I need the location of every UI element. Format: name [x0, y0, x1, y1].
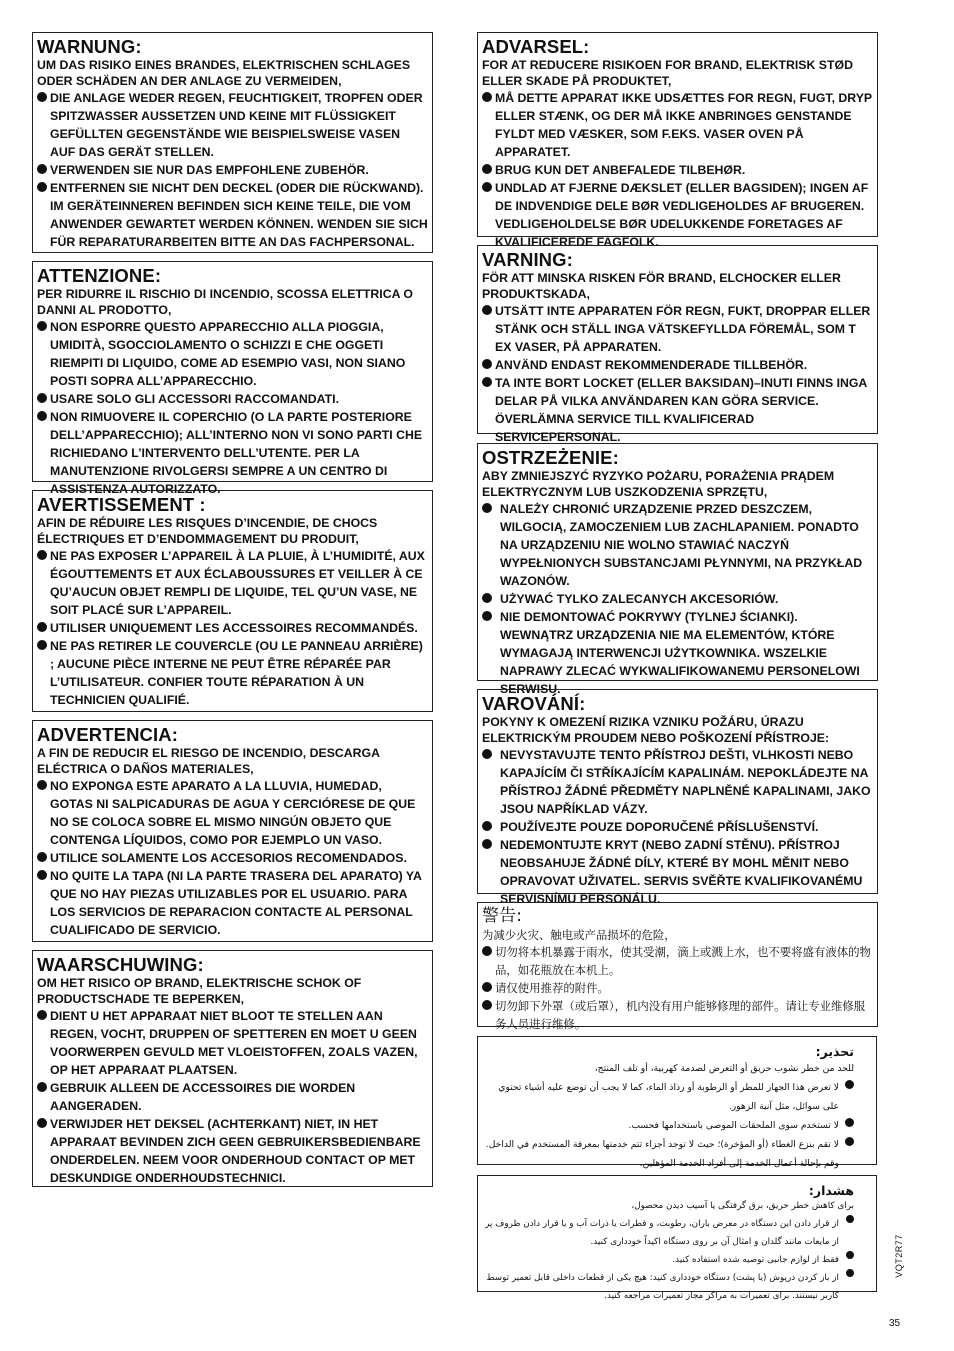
- warning-item: NIE DEMONTOWAĆ POKRYWY (TYLNEJ ŚCIANKI). WEWNĄTRZ URZĄDZENIA NIE MA ELEMENTÓW, KTÓRE WYMAGAJĄ INTERWENCJI UŻYTKOWNIKA. WSZELKIE NAPRAWY ZLECAĆ WYKWALIFIKOWANEMU PERSONELOWI SERWISU.: [482, 608, 873, 698]
- warning-box-arabic: [477, 1036, 877, 1169]
- bullet-icon: [37, 870, 47, 880]
- warning-item: UŻYWAĆ TYLKO ZALECANYCH AKCESORIÓW.: [482, 590, 873, 608]
- document-code: VQT2R77: [893, 1234, 904, 1278]
- warning-item: ENTFERNEN SIE NICHT DEN DECKEL (ODER DIE RÜCKWAND). IM GERÄTEINNEREN BEFINDEN SICH KEINE TEILE, DIE VOM ANWENDER GEWARTET WERDEN KÖNNEN. WENDEN SIE SICH FÜR REPARATURARBEITEN BITTE AN DAS FACHPERSONAL.: [37, 179, 428, 251]
- bullet-icon: [845, 1118, 854, 1127]
- bullet-icon: [37, 622, 47, 632]
- bullet-icon: [37, 182, 47, 192]
- warning-item: NO QUITE LA TAPA (NI LA PARTE TRASERA DEL APARATO) YA QUE NO HAY PIEZAS UTILIZABLES POR EL USUARIO. PARA LOS SERVICIOS DE REPARACION CONTACTE AL PERSONAL CUALIFICADO DE SERVICIO.: [37, 867, 428, 939]
- warning-item: MÅ DETTE APPARAT IKKE UDSÆTTES FOR REGN, FUGT, DRYP ELLER STÆNK, OG DER MÅ IKKE ANBRINGES GENSTANDE FYLDT MED VÆSKER, SOM F.EKS. VASER OVEN PÅ APPARATET.: [482, 89, 873, 161]
- warning-intro: AFIN DE RÉDUIRE LES RISQUES D’INCENDIE, DE CHOCS ÉLECTRIQUES ET D’ENDOMMAGEMENT DU PRODUIT,: [37, 516, 378, 546]
- warning-item: لا تقم بنزع الغطاء (أو المؤخرة)؛ حيث لا توجد أجزاء تتم خدمتها بمعرفة المستخدم في الداخل. وقم بإحالة أعمال الخدمة إلى أفراد الخدمة المؤهلين.: [482, 1134, 854, 1172]
- warning-intro: ABY ZMNIEJSZYĆ RYZYKO POŻARU, PORAŻENIA PRĄDEM ELEKTRYCZNYM LUB USZKODZENIA SPRZĘTU,: [482, 469, 835, 499]
- warning-box-swedish: [477, 245, 878, 444]
- bullet-icon: [482, 839, 492, 849]
- warning-item: VERWIJDER HET DEKSEL (ACHTERKANT) NIET, IN HET APPARAAT BEVINDEN ZICH GEEN GEBRUIKERSBEDIENBARE ONDERDELEN. NEEM VOOR ONDERHOUD CONTACT OP MET DESKUNDIGE ONDERHOUDSTECHNICI.: [37, 1115, 428, 1187]
- warning-intro: FOR AT REDUCERE RISIKOEN FOR BRAND, ELEKTRISK STØD ELLER SKADE PÅ PRODUKTET,: [482, 58, 853, 88]
- bullet-icon: [845, 1137, 854, 1146]
- warning-item: 请仅使用推荐的附件。: [482, 979, 873, 997]
- warning-box-german: [32, 32, 433, 253]
- warning-title: OSTRZEŻENIE:: [482, 447, 619, 468]
- warning-item: DIE ANLAGE WEDER REGEN, FEUCHTIGKEIT, TROPFEN ODER SPITZWASSER AUSSETZEN UND KEINE MIT FLÜSSIGKEIT GEFÜLLTEN GEGENSTÄNDE WIE BEISPIELSWEISE VASEN AUF DAS GERÄT STELLEN.: [37, 89, 428, 161]
- warning-box-dutch: [32, 950, 433, 1187]
- bullet-icon: [846, 1251, 854, 1259]
- warning-item: 切勿将本机暴露于雨水，使其受潮，滴上或溅上水，也不要将盛有液体的物品，如花瓶放在本机上。: [482, 943, 873, 979]
- warning-item: UTILICE SOLAMENTE LOS ACCESORIOS RECOMENDADOS.: [37, 849, 428, 867]
- warning-box-persian: [477, 1175, 877, 1301]
- warning-box-chinese: [477, 902, 878, 1031]
- warning-item: UTILISER UNIQUEMENT LES ACCESSOIRES RECOMMANDÉS.: [37, 619, 428, 637]
- warning-title: ADVARSEL:: [482, 36, 590, 57]
- warning-item: لا تستخدم سوى الملحقات الموصى باستخدامها فحسب.: [482, 1115, 854, 1134]
- warning-item: TA INTE BORT LOCKET (ELLER BAKSIDAN)–INUTI FINNS INGA DELAR PÅ VILKA ANVÄNDAREN KAN GÖRA SERVICE. ÖVERLÄMNA SERVICE TILL KVALIFICERAD SERVICEPERSONAL.: [482, 374, 873, 446]
- bullet-icon: [482, 305, 492, 315]
- warning-item: NON RIMUOVERE IL COPERCHIO (O LA PARTE POSTERIORE DELL’APPARECCHIO); ALL’INTERNO NON VI SONO PARTI CHE RICHIEDANO L’INTERVENTO DELL’UTENTE. PER LA MANUTENZIONE RIVOLGERSI SEMPRE A UN CENTRO DI ASSISTENZA AUTORIZZATO.: [37, 408, 428, 498]
- warning-item: NE PAS EXPOSER L’APPAREIL À LA PLUIE, À L’HUMIDITÉ, AUX ÉGOUTTEMENTS ET AUX ÉCLABOUSSURES ET VEILLER À CE QU’AUCUN OBJET REMPLI DE LIQUIDE, TEL QU’UN VASE, NE SOIT PLACÉ SUR L’APPAREIL.: [37, 547, 428, 619]
- warning-title: VAROVÁNÍ:: [482, 693, 586, 714]
- warning-title: VARNING:: [482, 249, 573, 270]
- warning-box-czech: [477, 689, 878, 906]
- bullet-icon: [37, 393, 47, 403]
- bullet-icon: [482, 593, 492, 603]
- warning-intro: 为减少火灾、触电或产品损坏的危险，: [482, 928, 676, 942]
- bullet-icon: [845, 1080, 854, 1089]
- bullet-icon: [37, 1010, 47, 1020]
- warning-item: BRUG KUN DET ANBEFALEDE TILBEHØR.: [482, 161, 873, 179]
- warning-title: ATTENZIONE:: [37, 265, 162, 286]
- bullet-icon: [482, 92, 492, 102]
- bullet-icon: [482, 749, 492, 759]
- warning-item: NE PAS RETIRER LE COUVERCLE (OU LE PANNEAU ARRIÈRE) ; AUCUNE PIÈCE INTERNE NE PEUT ÊTRE RÉPARÉE PAR L’UTILISATEUR. CONFIER TOUTE RÉPARATION À UN TECHNICIEN QUALIFIÉ.: [37, 637, 428, 709]
- bullet-icon: [37, 640, 47, 650]
- bullet-icon: [482, 359, 492, 369]
- warning-item: از قرار دادن این دستگاه در معرض باران، رطوبت، و قطرات یا ذرات آب و یا قرار دادن ظروف پر از مایعات مانند گلدان و امثال آن بر روی دستگاه اکیداً خودداری کنید.: [482, 1213, 854, 1249]
- warning-item: NON ESPORRE QUESTO APPARECCHIO ALLA PIOGGIA, UMIDITÀ, SGOCCIOLAMENTO O SCHIZZI E CHE OGGETI RIEMPITI DI LIQUIDO, COME AD ESEMPIO VASI, NON SIANO POSTI SOPRA ALL’APPARECCHIO.: [37, 318, 428, 390]
- bullet-icon: [482, 377, 492, 387]
- page-number: 35: [889, 1318, 901, 1329]
- warning-intro: A FIN DE REDUCIR EL RIESGO DE INCENDIO, DESCARGA ELÉCTRICA O DAÑOS MATERIALES,: [37, 746, 380, 776]
- bullet-icon: [482, 946, 492, 956]
- warning-intro: FÖR ATT MINSKA RISKEN FÖR BRAND, ELCHOCKER ELLER PRODUKTSKADA,: [482, 271, 841, 301]
- warning-title: هشدار:: [808, 1183, 854, 1198]
- bullet-icon: [37, 411, 47, 421]
- warning-item: VERWENDEN SIE NUR DAS EMPFOHLENE ZUBEHÖR.: [37, 161, 428, 179]
- bullet-icon: [37, 92, 47, 102]
- warning-item: NEVYSTAVUJTE TENTO PŘÍSTROJ DEŠTI, VLHKOSTI NEBO KAPAJÍCÍM ČI STŘÍKAJÍCÍM KAPALINÁM. NEPOKLÁDEJTE NA PŘÍSTROJ ŽÁDNÉ PŘEDMĚTY NAPLNĚNÉ KAPALINAMI, JAKO JSOU NAPŘÍKLAD VÁZY.: [482, 746, 873, 818]
- bullet-icon: [37, 1118, 47, 1128]
- warning-item: NALEŻY CHRONIĆ URZĄDZENIE PRZED DESZCZEM, WILGOCIĄ, ZAMOCZENIEM LUB ZACHLAPANIEM. PONADTO NA URZĄDZENIU NIE WOLNO STAWIAĆ NACZYŃ WYPEŁNIONYCH SUBSTANCJAMI PŁYNNYMI, NA PRZYKŁAD WAZONÓW.: [482, 500, 873, 590]
- bullet-icon: [37, 852, 47, 862]
- warning-item: NEDEMONTUJTE KRYT (NEBO ZADNÍ STĚNU). PŘÍSTROJ NEOBSAHUJE ŽÁDNÉ DÍLY, KTERÉ BY MOHL MĚNIT NEBO OPRAVOVAT UŽIVATEL. SERVIS SVĚŘTE KVALIFIKOVANÉMU SERVISNÍMU PERSONÁLU.: [482, 836, 873, 908]
- warning-item: UNDLAD AT FJERNE DÆKSLET (ELLER BAGSIDEN); INGEN AF DE INDVENDIGE DELE BØR VEDLIGEHOLDES AF BRUGEREN. VEDLIGEHOLDELSE BØR UDELUKKENDE FORETAGES AF KVALIFICEREDE FAGFOLK.: [482, 179, 873, 251]
- warning-title: WAARSCHUWING:: [37, 954, 204, 975]
- warning-box-danish: [477, 32, 878, 249]
- bullet-icon: [482, 503, 492, 513]
- warning-item: از باز کردن درپوش (یا پشت) دستگاه خودداری کنید: هیچ یکی از قطعات داخلی قابل تعمیر توسط کاربر نیستند. برای تعمیرات به مراکز مجاز تعمیرات مراجعه کنید.: [482, 1267, 854, 1303]
- warning-title: WARNUNG:: [37, 36, 142, 57]
- warning-title: تحذير:: [815, 1044, 854, 1059]
- warning-item: NO EXPONGA ESTE APARATO A LA LLUVIA, HUMEDAD, GOTAS NI SALPICADURAS DE AGUA Y CERCIÓRESE DE QUE NO SE COLOCA SOBRE EL MISMO NINGÚN OBJETO QUE CONTENGA LÍQUIDOS, COMO POR EJEMPLO UN VASO.: [37, 777, 428, 849]
- warning-item: 切勿卸下外罩（或后罩），机内没有用户能够修理的部件。请让专业维修服务人员进行维修。: [482, 997, 873, 1033]
- bullet-icon: [482, 611, 492, 621]
- bullet-icon: [37, 550, 47, 560]
- warning-item: GEBRUIK ALLEEN DE ACCESSOIRES DIE WORDEN AANGERADEN.: [37, 1079, 428, 1115]
- bullet-icon: [846, 1215, 854, 1223]
- bullet-icon: [482, 982, 492, 992]
- warning-intro: للحد من خطر نشوب حريق أو التعرض لصدمة كهربية، أو تلف المنتج،: [594, 1063, 854, 1074]
- bullet-icon: [37, 780, 47, 790]
- warning-item: POUŽÍVEJTE POUZE DOPORUČENÉ PŘÍSLUŠENSTVÍ.: [482, 818, 873, 836]
- bullet-icon: [846, 1269, 854, 1277]
- warning-intro: OM HET RISICO OP BRAND, ELEKTRISCHE SCHOK OF PRODUCTSCHADE TE BEPERKEN,: [37, 976, 362, 1006]
- warning-box-spanish: [32, 720, 433, 942]
- warning-title: 警告:: [482, 906, 523, 926]
- warning-box-french: [32, 490, 433, 712]
- warning-intro: POKYNY K OMEZENÍ RIZIKA VZNIKU POŽÁRU, ÚRAZU ELEKTRICKÝM PROUDEM NEBO POŠKOZENÍ PŘÍSTROJE:: [482, 715, 830, 745]
- warning-intro: UM DAS RISIKO EINES BRANDES, ELEKTRISCHEN SCHLAGES ODER SCHÄDEN AN DER ANLAGE ZU VERMEIDEN,: [37, 58, 411, 88]
- bullet-icon: [482, 182, 492, 192]
- warning-box-polish: [477, 443, 878, 696]
- bullet-icon: [482, 1000, 492, 1010]
- bullet-icon: [37, 321, 47, 331]
- warning-title: ADVERTENCIA:: [37, 724, 178, 745]
- warning-item: DIENT U HET APPARAAT NIET BLOOT TE STELLEN AAN REGEN, VOCHT, DRUPPEN OF SPETTEREN EN MOET U GEEN VOORWERPEN GEVULD MET VLOEISTOFFEN, ZOALS VAZEN, OP HET APPARAAT PLAATSEN.: [37, 1007, 428, 1079]
- bullet-icon: [37, 1082, 47, 1092]
- warning-item: لا تعرض هذا الجهاز للمطر أو الرطوبة أو رذاذ الماء، كما لا يجب أن توضع عليه أشياء تحتوي على سوائل، مثل آنية الزهور.: [482, 1077, 854, 1115]
- bullet-icon: [37, 164, 47, 174]
- warning-item: ANVÄND ENDAST REKOMMENDERADE TILLBEHÖR.: [482, 356, 873, 374]
- warning-title: AVERTISSEMENT :: [37, 494, 206, 515]
- warning-item: فقط از لوازم جانبی توصیه شده استفاده کنید.: [482, 1249, 854, 1267]
- bullet-icon: [482, 821, 492, 831]
- warning-box-italian: [32, 261, 433, 496]
- warning-intro: PER RIDURRE IL RISCHIO DI INCENDIO, SCOSSA ELETTRICA O DANNI AL PRODOTTO,: [37, 287, 413, 317]
- warning-intro: برای کاهش خطر حریق، برق گرفتگی یا آسیب دیدن محصول،: [631, 1201, 854, 1211]
- bullet-icon: [482, 164, 492, 174]
- warning-item: UTSÄTT INTE APPARATEN FÖR REGN, FUKT, DROPPAR ELLER STÄNK OCH STÄLL INGA VÄTSKEFYLLDA FÖREMÅL, SOM T EX VASER, PÅ APPARATEN.: [482, 302, 873, 356]
- warning-item: USARE SOLO GLI ACCESSORI RACCOMANDATI.: [37, 390, 428, 408]
